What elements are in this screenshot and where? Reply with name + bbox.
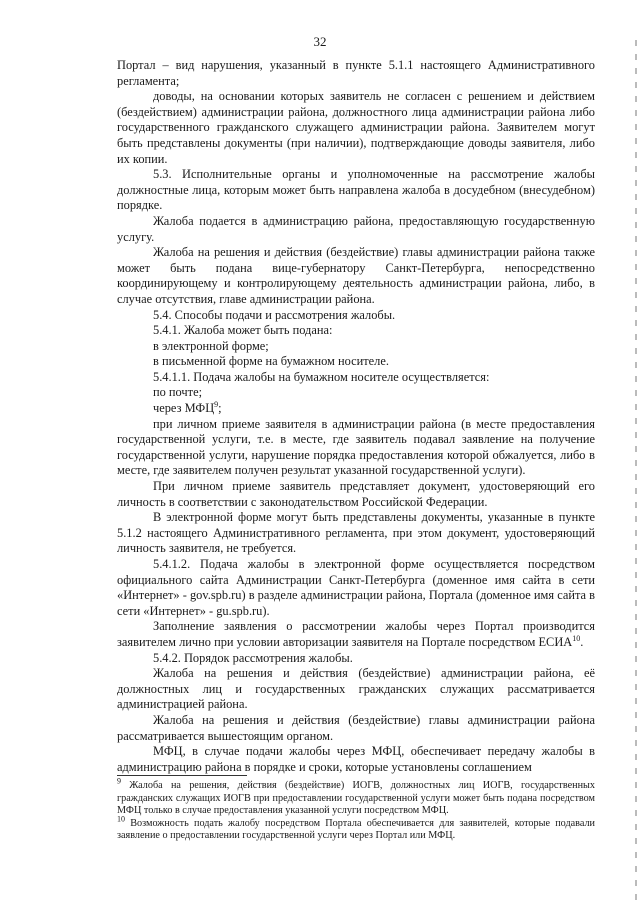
- paragraph: [117, 510, 595, 557]
- footnote-text: Жалоба на решения, действия (бездействие) ИОГВ, должностных лиц ИОГВ, государственных гражданских служащих ИОГВ при предоставлении государственной услуги может быть подана посредством МФЦ только в случае предоставления указанной услуги посредством МФЦ.: [117, 780, 595, 817]
- footnote-mark: 10: [117, 814, 125, 824]
- paragraph: [117, 666, 595, 713]
- paragraph-text: При личном приеме заявитель представляет документ, удостоверяющий его личность в соответствии с законодательством Российской Федерации.: [117, 479, 595, 509]
- paragraph: [117, 339, 595, 355]
- footnote-text: Возможность подать жалобу посредством Портала обеспечивается для заявителей, которые подавали заявление о предоставлении государственной услуги через Портал или МФЦ.: [117, 817, 595, 842]
- scan-edge-marks: [635, 40, 637, 900]
- paragraph: [117, 308, 595, 324]
- paragraph: [117, 89, 595, 167]
- paragraph: [117, 214, 595, 245]
- paragraph-text: В электронной форме могут быть представлены документы, указанные в пункте 5.1.2 настоящего Административного регламента, при этом документ, удостоверяющий личность заявителя, не требуется.: [117, 510, 595, 556]
- paragraph-text: 5.4. Способы подачи и рассмотрения жалобы.: [153, 307, 396, 322]
- paragraph: [117, 323, 595, 339]
- paragraph-text: 5.4.2. Порядок рассмотрения жалобы.: [153, 650, 353, 665]
- paragraph-text: при личном приеме заявителя в администрации района (в месте предоставления государственной услуги, т.е. в месте, где заявитель подавал заявление на получение государственной услуги, нарушение порядка предоставления которой обжалуется, либо в месте, где заявителем получен результат указанной государственной услуги).: [117, 416, 595, 478]
- paragraph-text: Жалоба на решения и действия (бездействие) администрации района, её должностных лиц и государственных гражданских служащих рассматривается администрацией района.: [117, 666, 595, 712]
- paragraph: [117, 713, 595, 744]
- footnote: [117, 776, 595, 818]
- paragraph-text: доводы, на основании которых заявитель не согласен с решением и действием (бездействием) администрации района, должностного лица администрации района либо государственного гражданского служащего администрации района. Заявителем могут быть представлены документы (при наличии), подтверждающие доводы заявителя, либо их копии.: [117, 89, 595, 166]
- paragraph: [117, 354, 595, 370]
- paragraph-text: Жалоба на решения и действия (бездействие) главы администрации района также может быть подана вице-губернатору Санкт-Петербурга, непосредственно координирующему и контролирующему деятельность администрации района, либо, в случае отсутствия, главе администрации района.: [117, 245, 595, 306]
- paragraph: [117, 619, 595, 650]
- paragraph-text: Заполнение заявления о рассмотрении жалобы через Портал производится заявителем лично при условии авторизации заявителя на Портале посредством ЕСИА: [117, 619, 595, 649]
- paragraph-text: Жалоба подается в администрацию района, предоставляющую государственную услугу.: [117, 213, 595, 244]
- paragraph: [117, 245, 595, 307]
- paragraph-text: в электронной форме;: [153, 338, 269, 353]
- footnote-separator: [117, 775, 247, 776]
- paragraph: [117, 385, 595, 401]
- paragraph-text: 5.4.1.1. Подача жалобы на бумажном носителе осуществляется:: [153, 369, 490, 384]
- paragraph-punctuation: ;: [218, 401, 222, 416]
- footnotes: [117, 776, 595, 843]
- paragraph: [117, 370, 595, 386]
- paragraph: [117, 557, 595, 619]
- paragraph-text: Жалоба на решения и действия (бездействие) главы администрации района рассматривается вышестоящим органом.: [117, 712, 595, 743]
- paragraph: [117, 417, 595, 479]
- paragraph: [117, 58, 595, 89]
- paragraph-text: по почте;: [153, 385, 203, 400]
- footnote-mark: 9: [117, 776, 121, 786]
- paragraph-text: 5.4.1. Жалоба может быть подана:: [153, 323, 333, 338]
- paragraph-text: МФЦ, в случае подачи жалобы через МФЦ, обеспечивает передачу жалобы в администрацию района в порядке и сроки, которые установлены соглашением: [117, 744, 595, 774]
- paragraph-text: 5.4.1.2. Подача жалобы в электронной форме осуществляется посредством официального сайта Администрации Санкт-Петербурга (доменное имя сайта в сети «Интернет» - gov.spb.ru) в разделе администрации района, Портала (доменное имя сайта в сети «Интернет» - gu.spb.ru).: [117, 557, 595, 618]
- footnote-ref: 10: [572, 633, 581, 643]
- document-body: [117, 58, 595, 775]
- paragraph-text: 5.3. Исполнительные органы и уполномоченные на рассмотрение жалобы должностные лица, которым может быть направлена жалоба в досудебном (внесудебном) порядке.: [117, 167, 595, 213]
- paragraph-punctuation: .: [580, 634, 584, 649]
- paragraph-text: в письменной форме на бумажном носителе.: [153, 354, 389, 369]
- paragraph: [117, 401, 595, 417]
- paragraph: [117, 744, 595, 775]
- footnote-ref: 9: [214, 399, 219, 409]
- footnote: [117, 814, 595, 843]
- paragraph-text: Портал – вид нарушения, указанный в пункте 5.1.1 настоящего Административного регламента;: [117, 58, 595, 88]
- page-number: 32: [313, 34, 327, 49]
- paragraph-text: через МФЦ: [153, 401, 215, 416]
- paragraph: [117, 651, 595, 667]
- paragraph: [117, 167, 595, 214]
- paragraph: [117, 479, 595, 510]
